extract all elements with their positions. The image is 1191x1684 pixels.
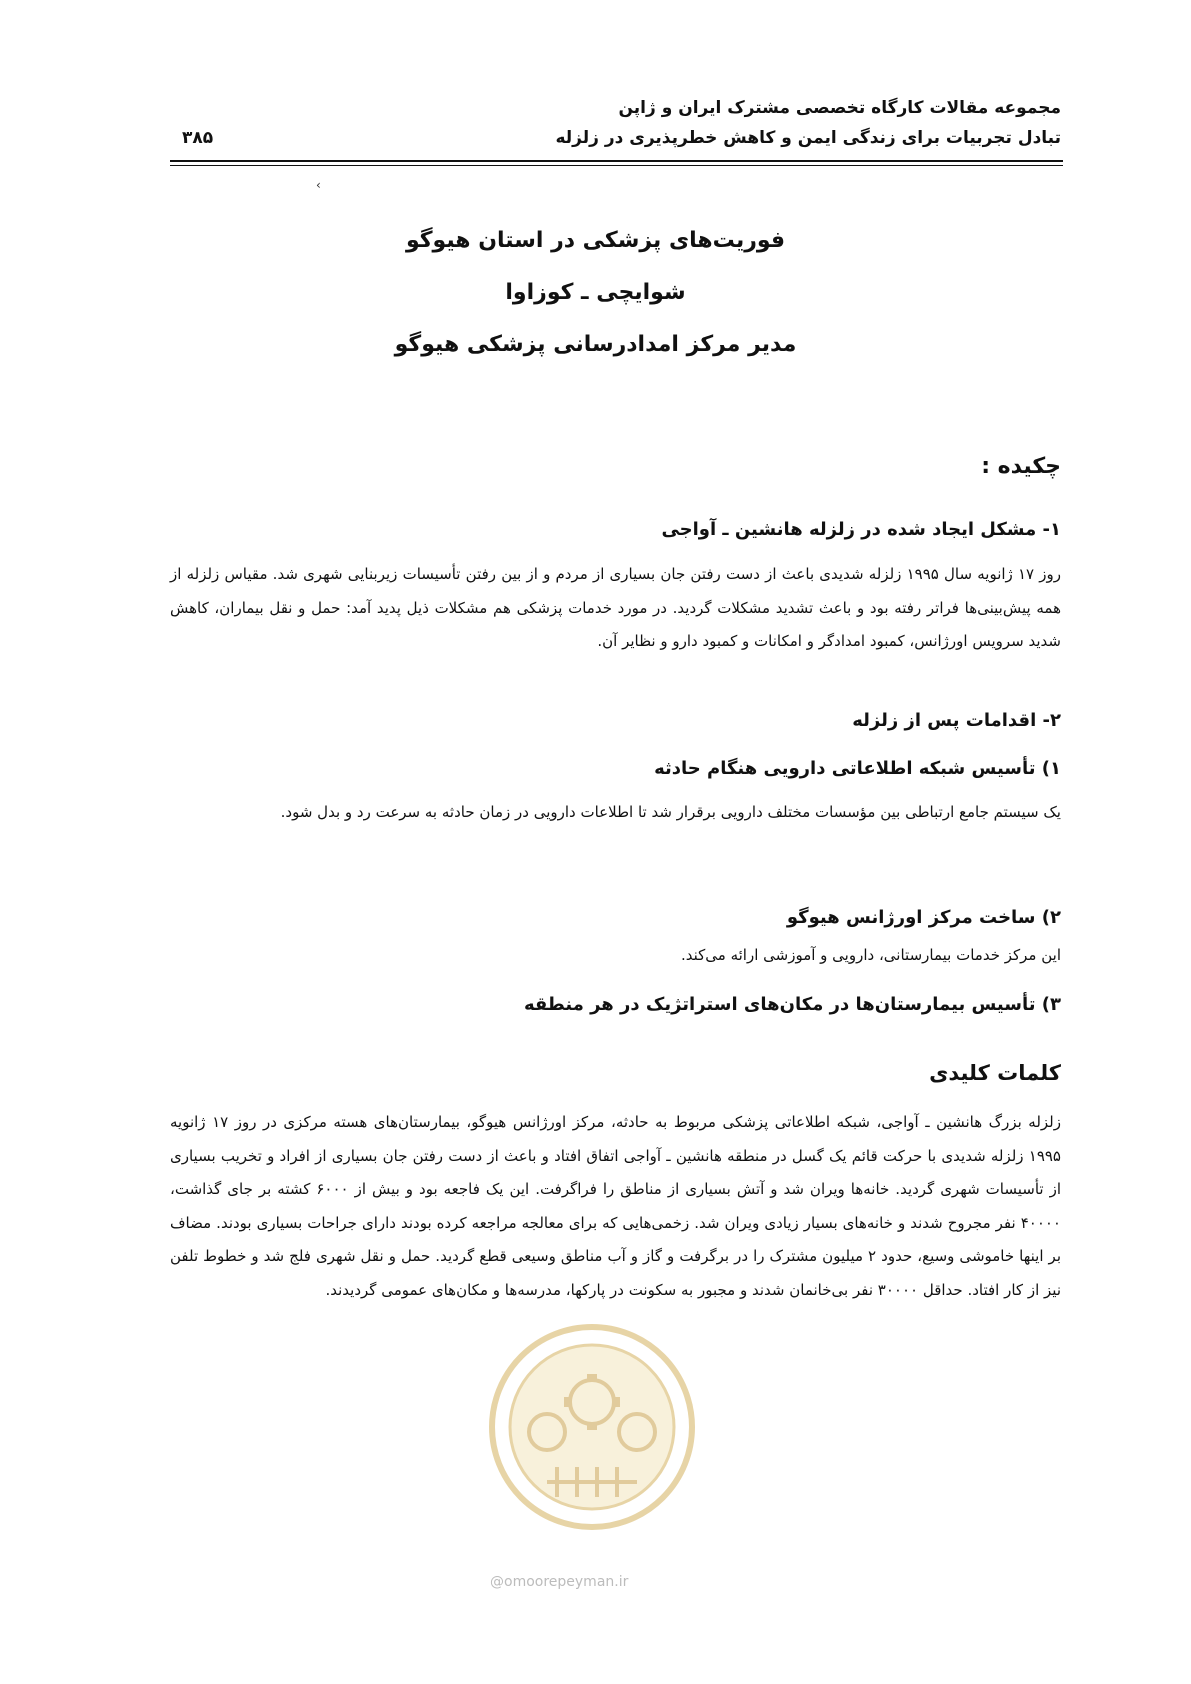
header-series-title: مجموعه مقالات کارگاه تخصصی مشترک ایران و ژاپن bbox=[618, 98, 1061, 118]
header-book-title: تبادل تجربیات برای زندگی ایمن و کاهش خطرپذیری در زلزله bbox=[555, 128, 1061, 148]
subsection-2-paragraph: این مرکز خدمات بیمارستانی، دارویی و آموزشی ارائه می‌کند. bbox=[680, 946, 1061, 964]
keywords-heading: کلمات کلیدی bbox=[929, 1061, 1061, 1085]
subsection-1-heading: ۱) تأسیس شبکه اطلاعاتی دارویی هنگام حادثه bbox=[654, 758, 1061, 779]
author-affiliation: مدیر مرکز امدادرسانی پزشکی هیوگو bbox=[394, 332, 797, 357]
watermark-url: @omoorepeyman.ir bbox=[490, 1574, 629, 1590]
section-1-paragraph: روز ۱۷ ژانویه سال ۱۹۹۵ زلزله شدیدی باعث از دست رفتن جان بسیاری از مردم و از بین رفتن تأسیسات زیربنایی شهری شد. مقیاس زلزله از همه پیش‌بینی‌ها فراتر رفته بود و باعث تشدید مشکلات گردید. در مورد خدمات پزشکی هم مشکلات ذیل پدید آمد: حمل و نقل بیماران، کاهش شدید سرویس اورژانس، کمبود امدادگر و امکانات و کمبود دارو و نظایر آن. bbox=[170, 565, 1061, 650]
section-2-heading: ۲- اقدامات پس از زلزله bbox=[852, 710, 1061, 731]
stray-mark: ‹ bbox=[316, 178, 321, 192]
gear-seal-icon bbox=[487, 1322, 697, 1532]
header-rule bbox=[170, 160, 1063, 162]
subsection-1-paragraph: یک سیستم جامع ارتباطی بین مؤسسات مختلف دارویی برقرار شد تا اطلاعات دارویی در زمان حادثه به سرعت رد و بدل شود. bbox=[280, 803, 1061, 821]
subsection-3-heading: ۳) تأسیس بیمارستان‌ها در مکان‌های استراتژیک در هر منطقه bbox=[523, 994, 1061, 1015]
page-number: ۳۸۵ bbox=[182, 128, 214, 148]
keywords-paragraph: زلزله بزرگ هانشین ـ آواجی، شبکه اطلاعاتی پزشکی مربوط به حادثه، مرکز اورژانس هیوگو، بیمارستان‌های هسته مرکزی در روز ۱۷ ژانویه ۱۹۹۵ زلزله شدیدی با حرکت قائم یک گسل در منطقه هانشین ـ آواجی اتفاق افتاد و باعث از دست رفتن جان بسیاری از افراد و تخریب بسیاری از تأسیسات شهری گردید. خانه‌ها ویران شد و آتش بسیاری از مناطق را فراگرفت. این یک فاجعه بود و بیش از ۶۰۰۰ کشته بر جای گذاشت، ۴۰۰۰۰ نفر مجروح شدند و خانه‌های بسیار زیادی ویران شد. زخمی‌هایی که برای معالجه مراجعه کرده بودند دارای جراحات بسیاری بودند. مضاف بر اینها خاموشی وسیع، حدود ۲ میلیون مشترک را در برگرفت و گاز و آب مناطق وسیعی قطع گردید. حمل و نقل شهری فلج شد و خطوط تلفن نیز از کار افتاد. حداقل ۳۰۰۰۰ نفر بی‌خانمان شدند و مجبور به سکونت در پارکها، مدرسه‌ها و مکان‌های عمومی گردیدند. bbox=[170, 1113, 1062, 1299]
header-rule-thin bbox=[170, 165, 1063, 166]
subsection-2-heading: ۲) ساخت مرکز اورژانس هیوگو bbox=[786, 907, 1061, 928]
abstract-heading: چکیده : bbox=[981, 454, 1061, 479]
paper-author: شوایچی ـ کوزاوا bbox=[505, 280, 686, 305]
section-1-heading: ۱- مشکل ایجاد شده در زلزله هانشین ـ آواجی bbox=[661, 519, 1061, 540]
paper-title: فوریت‌های پزشکی در استان هیوگو bbox=[405, 228, 786, 253]
